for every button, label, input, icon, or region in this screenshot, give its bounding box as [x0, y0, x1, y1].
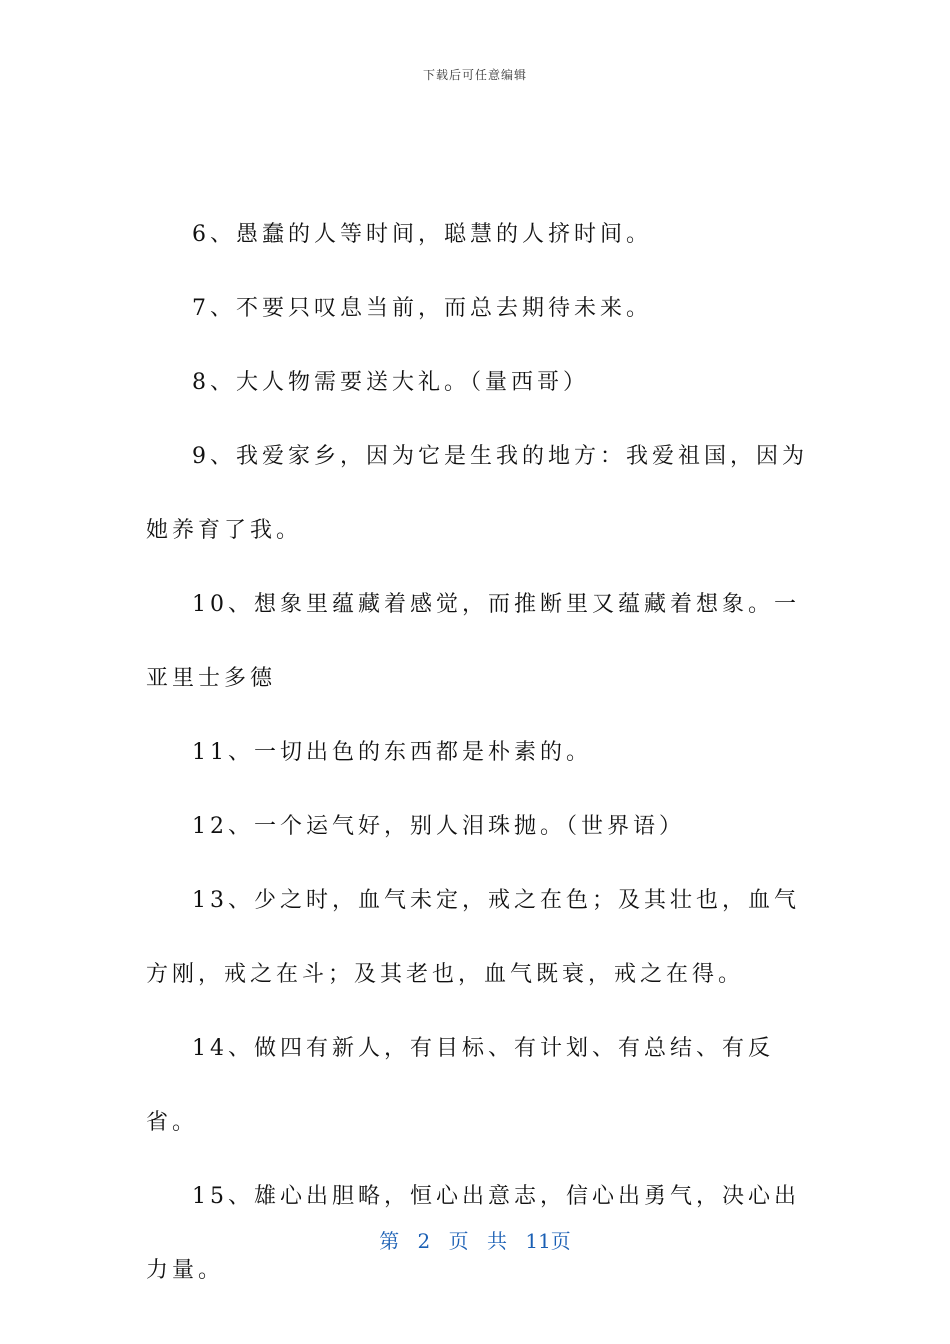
quote-paragraph-10: 10、想象里蕴藏着感觉，而推断里又蕴藏着想象。一亚里士多德	[146, 592, 800, 691]
footer-total-pages: 11页	[525, 1229, 571, 1253]
quote-paragraph-9: 9、我爱家乡，因为它是生我的地方：我爱祖国，因为她养育了我。	[146, 444, 808, 543]
footer-di: 第	[379, 1229, 400, 1253]
quote-paragraph-6: 6、愚蠢的人等时间，聪慧的人挤时间。	[192, 222, 652, 247]
page-footer	[0, 1225, 950, 1254]
quote-paragraph-12: 12、一个运气好，别人泪珠抛。（世界语）	[192, 814, 685, 839]
footer-current-page: 2	[417, 1229, 431, 1253]
quote-paragraph-13: 13、少之时，血气未定，戒之在色；及其壮也，血气方刚，戒之在斗；及其老也，血气既衰，戒之在得。	[146, 888, 800, 987]
quote-paragraph-14: 14、做四有新人，有目标、有计划、有总结、有反省。	[146, 1036, 774, 1135]
footer-gong: 共	[487, 1229, 507, 1253]
footer-ye: 页	[448, 1229, 469, 1253]
document-body	[146, 198, 811, 1308]
quote-paragraph-15: 15、雄心出胆略，恒心出意志，信心出勇气，决心出力量。	[146, 1184, 800, 1283]
quote-paragraph-11: 11、一切出色的东西都是朴素的。	[192, 740, 592, 765]
page-header: 下载后可任意编辑	[422, 68, 527, 82]
quote-paragraph-7: 7、不要只叹息当前，而总去期待未来。	[192, 296, 652, 321]
quote-paragraph-8: 8、大人物需要送大礼。（量西哥）	[192, 370, 589, 395]
